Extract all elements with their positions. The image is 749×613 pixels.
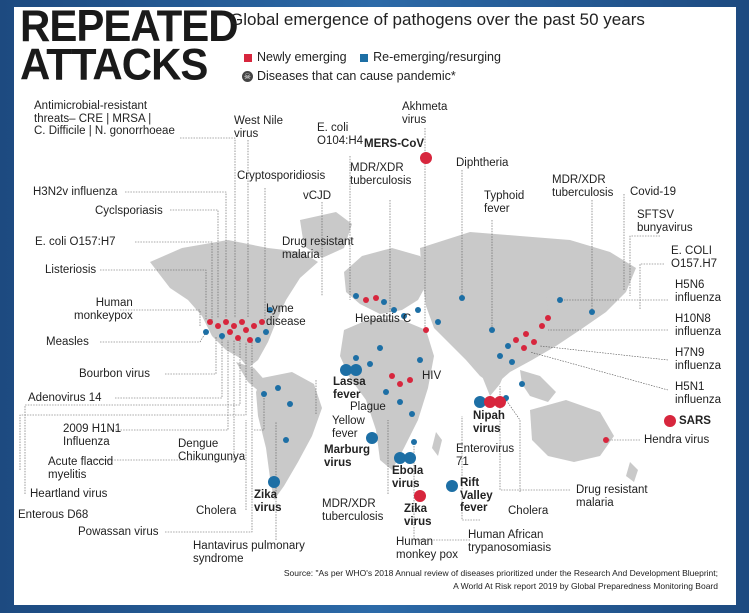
skull-zika-africa: [414, 490, 426, 502]
label-yellow-fever: Yellow fever: [332, 415, 365, 440]
re-emerging-dot: [383, 389, 389, 395]
label-adenovirus: Adenovirus 14: [28, 392, 102, 404]
label-human-monkeypox-bottom: Human monkey pox: [396, 536, 459, 561]
leader-line: [165, 342, 252, 532]
label-lassa: Lassa fever: [333, 376, 366, 401]
label-sftsv: SFTSV bunyavirus: [637, 209, 693, 234]
legend-row-1: [244, 50, 501, 64]
leader-line: [100, 332, 206, 342]
label-mdr-xdr-bottom: MDR/XDR tuberculosis: [322, 498, 384, 523]
newly-emerging-dot: [539, 323, 545, 329]
re-emerging-dot: [353, 293, 359, 299]
re-emerging-dot: [415, 307, 421, 313]
newly-emerging-dot: [389, 373, 395, 379]
label-diphtheria: Diphtheria: [456, 157, 509, 169]
re-emerging-dot: [367, 361, 373, 367]
label-h7n9: H7N9 influenza: [675, 347, 722, 372]
label-ecoli-o157-left: E. coli O157:H7: [35, 236, 116, 248]
label-marburg: Marburg virus: [324, 444, 370, 469]
south-america-land: [256, 372, 322, 500]
newly-emerging-dot: [523, 331, 529, 337]
newly-emerging-dot: [407, 377, 413, 383]
newly-emerging-dot: [259, 319, 265, 325]
australia-land: [530, 400, 614, 462]
skull-icon: ☠: [243, 72, 252, 82]
label-typhoid: Typhoid fever: [484, 190, 525, 215]
newly-emerging-dot: [247, 337, 253, 343]
leader-line: [640, 264, 664, 310]
legend-newly: Newly emerging: [257, 50, 347, 64]
leader-line: [630, 236, 660, 296]
legend-row-2: [242, 69, 456, 83]
newly-emerging-dot: [423, 327, 429, 333]
label-human-monkeypox: Human monkeypox: [74, 297, 133, 322]
legend-pandemic: Diseases that can cause pandemic*: [257, 69, 456, 83]
re-emerging-dot: [557, 297, 563, 303]
label-hiv: HIV: [422, 370, 442, 382]
re-emerging-dot: [377, 345, 383, 351]
re-emerging-dot: [275, 385, 281, 391]
re-emerging-dot: [397, 399, 403, 405]
newly-emerging-dot: [231, 323, 237, 329]
label-west-nile: West Nile virus: [234, 115, 283, 140]
leader-line: [107, 340, 228, 430]
label-measles: Measles: [46, 336, 89, 348]
re-emerging-dot: [411, 439, 417, 445]
label-cryptosporidiosis: Cryptosporidiosis: [237, 170, 326, 182]
label-dengue-chikungunya: Dengue Chikungunya: [178, 438, 246, 463]
label-akhmeta: Akhmeta virus: [402, 101, 448, 126]
label-h10n8: H10N8 influenza: [675, 313, 722, 338]
newly-emerging-dot: [603, 437, 609, 443]
india-land: [478, 340, 510, 396]
label-h3n2v: H3N2v influenza: [33, 186, 118, 198]
label-h5n1: H5N1 influenza: [675, 381, 722, 406]
newly-emerging-dot: [363, 297, 369, 303]
label-sars: SARS: [679, 415, 711, 427]
label-powassan: Powassan virus: [78, 526, 159, 538]
label-enterous-d68: Enterous D68: [18, 509, 89, 521]
label-cholera-right: Cholera: [508, 505, 549, 517]
newly-emerging-dot: [545, 315, 551, 321]
main-title: REPEATED ATTACKS: [20, 0, 238, 90]
newly-emerging-dot: [227, 329, 233, 335]
label-listeriosis: Listeriosis: [45, 264, 97, 276]
re-emerging-dot: [417, 357, 423, 363]
label-afm: Acute flaccid myelitis: [48, 456, 114, 481]
label-hepatitis-c: Hepatitis C: [355, 313, 412, 325]
label-rift-valley-fever: Rift Valley fever: [460, 477, 493, 514]
label-zika-africa: Zika virus: [404, 503, 432, 528]
skull-rvf: [446, 480, 458, 492]
re-emerging-dot: [283, 437, 289, 443]
subtitle: Global emergence of pathogens over the past 50 years: [230, 10, 645, 29]
newly-emerging-swatch: [244, 54, 252, 62]
label-hat: Human African trypanosomiasis: [468, 529, 552, 554]
skull-lassa-2: [350, 364, 362, 376]
label-drug-resistant-malaria-top: Drug resistant malaria: [282, 236, 354, 261]
skull-mers: [420, 152, 432, 164]
newly-emerging-dot: [397, 381, 403, 387]
re-emerging-dot: [497, 353, 503, 359]
label-enterovirus-71: Enterovirus 71: [456, 443, 515, 468]
newly-emerging-dot: [235, 335, 241, 341]
re-emerging-dot: [505, 343, 511, 349]
newly-emerging-dot: [215, 323, 221, 329]
newly-emerging-dot: [531, 339, 537, 345]
label-h5n6: H5N6 influenza: [675, 279, 722, 304]
re-emerging-dot: [255, 337, 261, 343]
re-emerging-swatch: [360, 54, 368, 62]
newly-emerging-dot: [251, 323, 257, 329]
re-emerging-dot: [435, 319, 441, 325]
re-emerging-dot: [263, 329, 269, 335]
skull-nipah-3: [494, 396, 506, 408]
europe-land: [344, 248, 430, 314]
label-plague: Plague: [350, 401, 386, 413]
label-heartland: Heartland virus: [30, 488, 108, 500]
label-lyme: Lyme disease: [266, 303, 306, 328]
label-vcjd: vCJD: [303, 190, 332, 202]
newly-emerging-dot: [521, 345, 527, 351]
label-ecoli-o157-right: E. COLI O157.H7: [671, 245, 718, 270]
label-cyclosporiasis: Cyclsporiasis: [95, 205, 163, 217]
re-emerging-dot: [589, 309, 595, 315]
legend-reemerging: Re-emerging/resurging: [373, 50, 501, 64]
southeast-asia-land: [520, 370, 556, 402]
skull-ebola-2: [404, 452, 416, 464]
newly-emerging-dot: [513, 337, 519, 343]
newly-emerging-dot: [239, 319, 245, 325]
label-cholera-left: Cholera: [196, 505, 237, 517]
label-amr: Antimicrobial-resistant threats– CRE | MRSA | C. Difficile | N. gonorrhoeae: [34, 100, 175, 137]
source-note: Source: "As per WHO's 2018 Annual review of diseases prioritized under the Research And Development Blueprint; A World At Risk report 2019 by Global Preparedness Monitoring Board: [283, 568, 718, 591]
label-h1n1: 2009 H1N1 Influenza: [63, 423, 122, 448]
newly-emerging-dot: [223, 319, 229, 325]
skull-zika-sa: [268, 476, 280, 488]
skull-sars: [664, 415, 676, 427]
re-emerging-dot: [203, 329, 209, 335]
re-emerging-dot: [409, 411, 415, 417]
re-emerging-dot: [509, 359, 515, 365]
re-emerging-dot: [219, 333, 225, 339]
re-emerging-dot: [519, 381, 525, 387]
new-zealand-land: [626, 462, 638, 482]
label-nipah: Nipah virus: [473, 410, 505, 435]
label-ebola: Ebola virus: [392, 465, 424, 490]
newly-emerging-dot: [207, 319, 213, 325]
label-hantavirus: Hantavirus pulmonary syndrome: [193, 540, 305, 565]
madagascar-land: [432, 432, 442, 456]
label-zika-south-america: Zika virus: [254, 489, 282, 514]
label-mdr-xdr-top: MDR/XDR tuberculosis: [350, 162, 412, 187]
label-bourbon: Bourbon virus: [79, 368, 150, 380]
re-emerging-dot: [261, 391, 267, 397]
label-ecoli-o104: E. coli O104:H4: [317, 122, 364, 147]
label-mers-cov: MERS-CoV: [364, 138, 425, 150]
label-hendra: Hendra virus: [644, 434, 710, 446]
skull-marburg: [366, 432, 378, 444]
re-emerging-dot: [459, 295, 465, 301]
label-drug-resistant-malaria-bottom: Drug resistant malaria: [576, 484, 648, 509]
re-emerging-dot: [287, 401, 293, 407]
re-emerging-dot: [489, 327, 495, 333]
re-emerging-dot: [381, 299, 387, 305]
re-emerging-dot: [353, 355, 359, 361]
leader-line: [530, 352, 668, 390]
label-covid-19: Covid-19: [630, 186, 677, 198]
leader-line: [540, 346, 668, 360]
asia-land: [420, 232, 636, 386]
label-mdr-xdr-right: MDR/XDR tuberculosis: [552, 174, 614, 199]
newly-emerging-dot: [243, 327, 249, 333]
newly-emerging-dot: [373, 295, 379, 301]
